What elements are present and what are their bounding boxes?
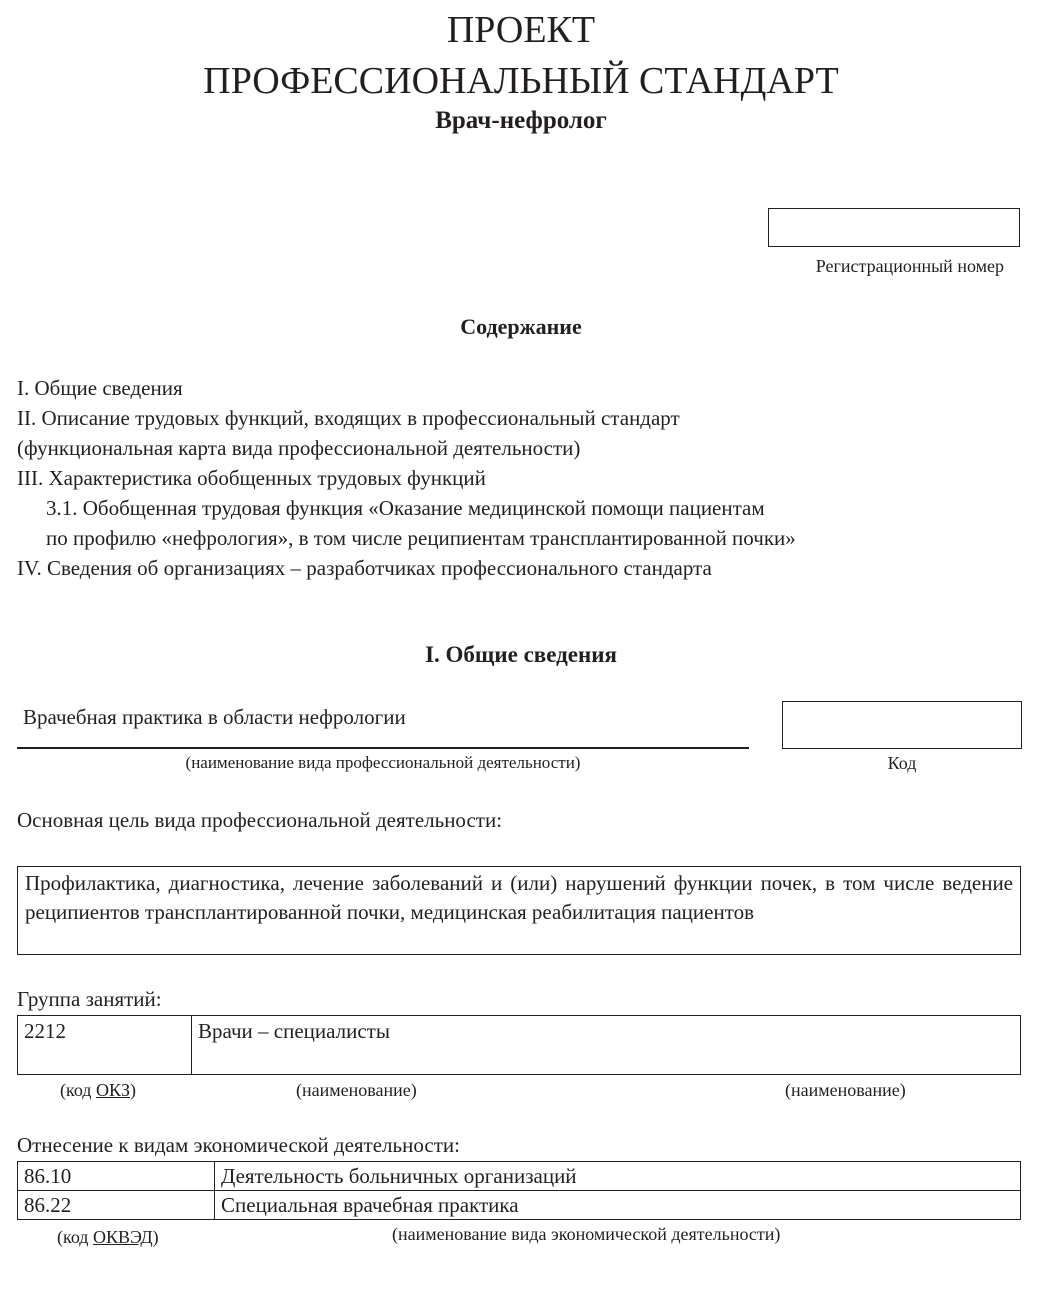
okz-name-caption: (наименование)	[296, 1080, 417, 1100]
toc-item: (функциональная карта вида профессиональной деятельности)	[17, 436, 581, 460]
section-title: I. Общие сведения	[425, 642, 617, 667]
okz-link[interactable]: ОКЗ	[95, 1080, 130, 1100]
okz-code: 2212	[24, 1019, 66, 1043]
toc-item: 3.1. Обобщенная трудовая функция «Оказание медицинской помощи пациентам	[46, 496, 765, 520]
activity-underline	[17, 747, 749, 749]
economic-activity-label: Отнесение к видам экономической деятельности:	[17, 1133, 460, 1157]
table-divider	[191, 1016, 192, 1074]
okved-code-caption: (код ОКВЭД)	[57, 1227, 159, 1247]
registration-number-label: Регистрационный номер	[815, 256, 1004, 276]
okz-name-caption: (наименование)	[785, 1080, 906, 1100]
okved-code: 86.22	[24, 1193, 72, 1217]
okz-code-caption: (код ОКЗ)	[60, 1080, 136, 1100]
registration-number-box	[768, 208, 1020, 247]
table-row	[18, 1190, 1020, 1219]
activity-caption: (наименование вида профессиональной деятельности)	[185, 753, 581, 772]
okved-link[interactable]: ОКВЭД	[92, 1227, 153, 1247]
table-divider	[214, 1162, 215, 1219]
document-status-heading: ПРОЕКТ	[446, 9, 596, 51]
activity-code-box	[782, 701, 1022, 749]
document-subtitle: Врач-нефролог	[435, 107, 607, 134]
occupation-group-table	[17, 1015, 1021, 1075]
occupation-group-label: Группа занятий:	[17, 987, 162, 1011]
okz-name: Врачи – специалисты	[198, 1019, 390, 1043]
document-title: ПРОФЕССИОНАЛЬНЫЙ СТАНДАРТ	[203, 60, 839, 102]
toc-item: III. Характеристика обобщенных трудовых функций	[17, 466, 486, 490]
purpose-text: Профилактика, диагностика, лечение заболеваний и (или) нарушений функции почек, в том числе ведение реципиентов трансплантированной почки, медицинская реабилитация пациентов	[17, 866, 1021, 955]
toc-item: IV. Сведения об организациях – разработчиках профессионального стандарта	[17, 556, 712, 580]
okved-name: Деятельность больничных организаций	[221, 1164, 577, 1188]
okved-name-caption: (наименование вида экономической деятельности)	[392, 1224, 781, 1244]
purpose-label: Основная цель вида профессиональной деятельности:	[17, 808, 503, 832]
okved-name: Специальная врачебная практика	[221, 1193, 519, 1217]
toc-title: Содержание	[460, 314, 582, 339]
economic-activity-table	[17, 1161, 1021, 1220]
table-row	[18, 1162, 1020, 1190]
toc-item: I. Общие сведения	[17, 376, 183, 400]
activity-code-caption: Код	[887, 753, 917, 773]
toc-item: II. Описание трудовых функций, входящих в профессиональный стандарт	[17, 406, 680, 430]
okved-code: 86.10	[24, 1164, 72, 1188]
toc-item: по профилю «нефрология», в том числе реципиентам трансплантированной почки»	[46, 526, 796, 550]
activity-name: Врачебная практика в области нефрологии	[23, 705, 406, 729]
